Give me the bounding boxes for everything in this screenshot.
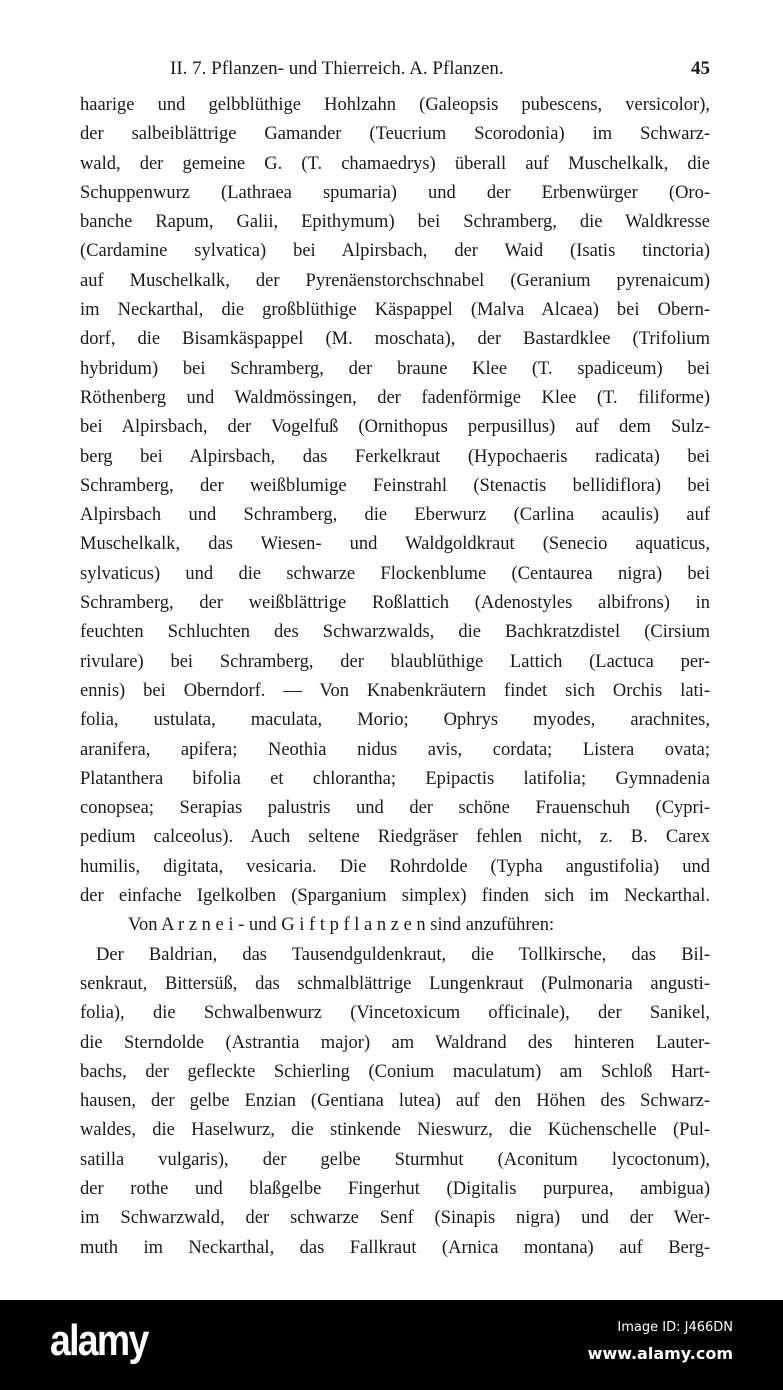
text-line: der einfache Igelkolben (Sparganium simplex) finden sich im Neckarthal.	[80, 886, 710, 907]
text-line: die Sterndolde (Astrantia major) am Waldrand des hinteren Lauter-	[80, 1032, 710, 1053]
text-line: hausen, der gelbe Enzian (Gentiana lutea) auf den Höhen des Schwarz-	[80, 1091, 710, 1112]
text-line: waldes, die Haselwurz, die stinkende Nieswurz, die Küchenschelle (Pul-	[80, 1120, 710, 1141]
text-line: senkraut, Bittersüß, das schmalblättrige Lungenkraut (Pulmonaria angusti-	[80, 973, 710, 994]
running-header	[170, 58, 710, 84]
text-line: Der Baldrian, das Tausendguldenkraut, die Tollkirsche, das Bil-	[96, 944, 710, 965]
text-line: conopsea; Serapias palustris und der schöne Frauenschuh (Cypri-	[80, 798, 710, 819]
text-line: der salbeiblättrige Gamander (Teucrium Scorodonia) im Schwarz-	[80, 124, 710, 145]
text-line: im Schwarzwald, der schwarze Senf (Sinapis nigra) und der Wer-	[80, 1208, 710, 1229]
text-line: Von A r z n e i - und G i f t p f l a n z e n sind anzuführen:	[128, 915, 555, 936]
text-line: Röthenberg und Waldmössingen, der fadenförmige Klee (T. filiforme)	[80, 387, 710, 408]
watermark-banner	[0, 1300, 783, 1390]
text-line: satilla vulgaris), der gelbe Sturmhut (Aconitum lycoctonum),	[80, 1149, 710, 1170]
text-line: Muschelkalk, das Wiesen- und Waldgoldkraut (Senecio aquaticus,	[80, 534, 710, 555]
text-line: feuchten Schluchten des Schwarzwalds, die Bachkratzdistel (Cirsium	[80, 622, 710, 643]
text-line: haarige und gelbblüthige Hohlzahn (Galeopsis pubescens, versicolor),	[80, 95, 710, 115]
site-url: www.alamy.com	[587, 1344, 733, 1363]
page-number: 45	[691, 58, 710, 79]
text-line: muth im Neckarthal, das Fallkraut (Arnica montana) auf Berg-	[80, 1237, 710, 1258]
text-line: Schuppenwurz (Lathraea spumaria) und der Erbenwürger (Oro-	[80, 182, 710, 203]
image-id: Image ID: J466DN	[617, 1320, 733, 1335]
text-line: Schramberg, der weißblumige Feinstrahl (Stenactis bellidiflora) bei	[80, 475, 710, 496]
alamy-logo: alamy	[50, 1316, 148, 1365]
text-line: humilis, digitata, vesicaria. Die Rohrdolde (Typha angustifolia) und	[80, 856, 710, 877]
text-line: berg bei Alpirsbach, das Ferkelkraut (Hypochaeris radicata) bei	[80, 446, 710, 467]
text-line: hybridum) bei Schramberg, der braune Klee (T. spadiceum) bei	[80, 358, 710, 379]
page-body-text	[80, 91, 710, 1263]
text-line: wald, der gemeine G. (T. chamaedrys) überall auf Muschelkalk, die	[80, 153, 710, 174]
text-line: Alpirsbach und Schramberg, die Eberwurz (Carlina acaulis) auf	[80, 505, 710, 526]
text-line: folia, ustulata, maculata, Morio; Ophrys myodes, arachnites,	[80, 710, 710, 731]
text-line: banche Rapum, Galii, Epithymum) bei Schramberg, die Waldkresse	[80, 212, 710, 233]
header-title: II. 7. Pflanzen- und Thierreich. A. Pflanzen.	[170, 58, 504, 79]
text-line: aranifera, apifera; Neothia nidus avis, cordata; Listera ovata;	[80, 739, 710, 760]
text-line: auf Muschelkalk, der Pyrenäenstorchschnabel (Geranium pyrenaicum)	[80, 270, 710, 291]
text-line: sylvaticus) und die schwarze Flockenblume (Centaurea nigra) bei	[80, 563, 710, 584]
text-line: Schramberg, der weißblättrige Roßlattich (Adenostyles albifrons) in	[80, 593, 710, 614]
text-line: bei Alpirsbach, der Vogelfuß (Ornithopus perpusillus) auf dem Sulz-	[80, 417, 710, 438]
text-line: ennis) bei Oberndorf. — Von Knabenkräutern findet sich Orchis lati-	[80, 680, 710, 701]
text-line: Platanthera bifolia et chlorantha; Epipactis latifolia; Gymnadenia	[80, 768, 710, 789]
text-line: rivulare) bei Schramberg, der blaublüthige Lattich (Lactuca per-	[80, 651, 710, 672]
text-line: folia), die Schwalbenwurz (Vincetoxicum officinale), der Sanikel,	[80, 1003, 710, 1024]
text-line: dorf, die Bisamkäspappel (M. moschata), der Bastardklee (Trifolium	[80, 329, 710, 350]
text-line: bachs, der gefleckte Schierling (Conium maculatum) am Schloß Hart-	[80, 1061, 710, 1082]
text-line: im Neckarthal, die großblüthige Käspappel (Malva Alcaea) bei Obern-	[80, 300, 710, 321]
text-line: pedium calceolus). Auch seltene Riedgräser fehlen nicht, z. B. Carex	[80, 827, 710, 848]
text-line: (Cardamine sylvatica) bei Alpirsbach, der Waid (Isatis tinctoria)	[80, 241, 710, 262]
text-line: der rothe und blaßgelbe Fingerhut (Digitalis purpurea, ambigua)	[80, 1178, 710, 1199]
